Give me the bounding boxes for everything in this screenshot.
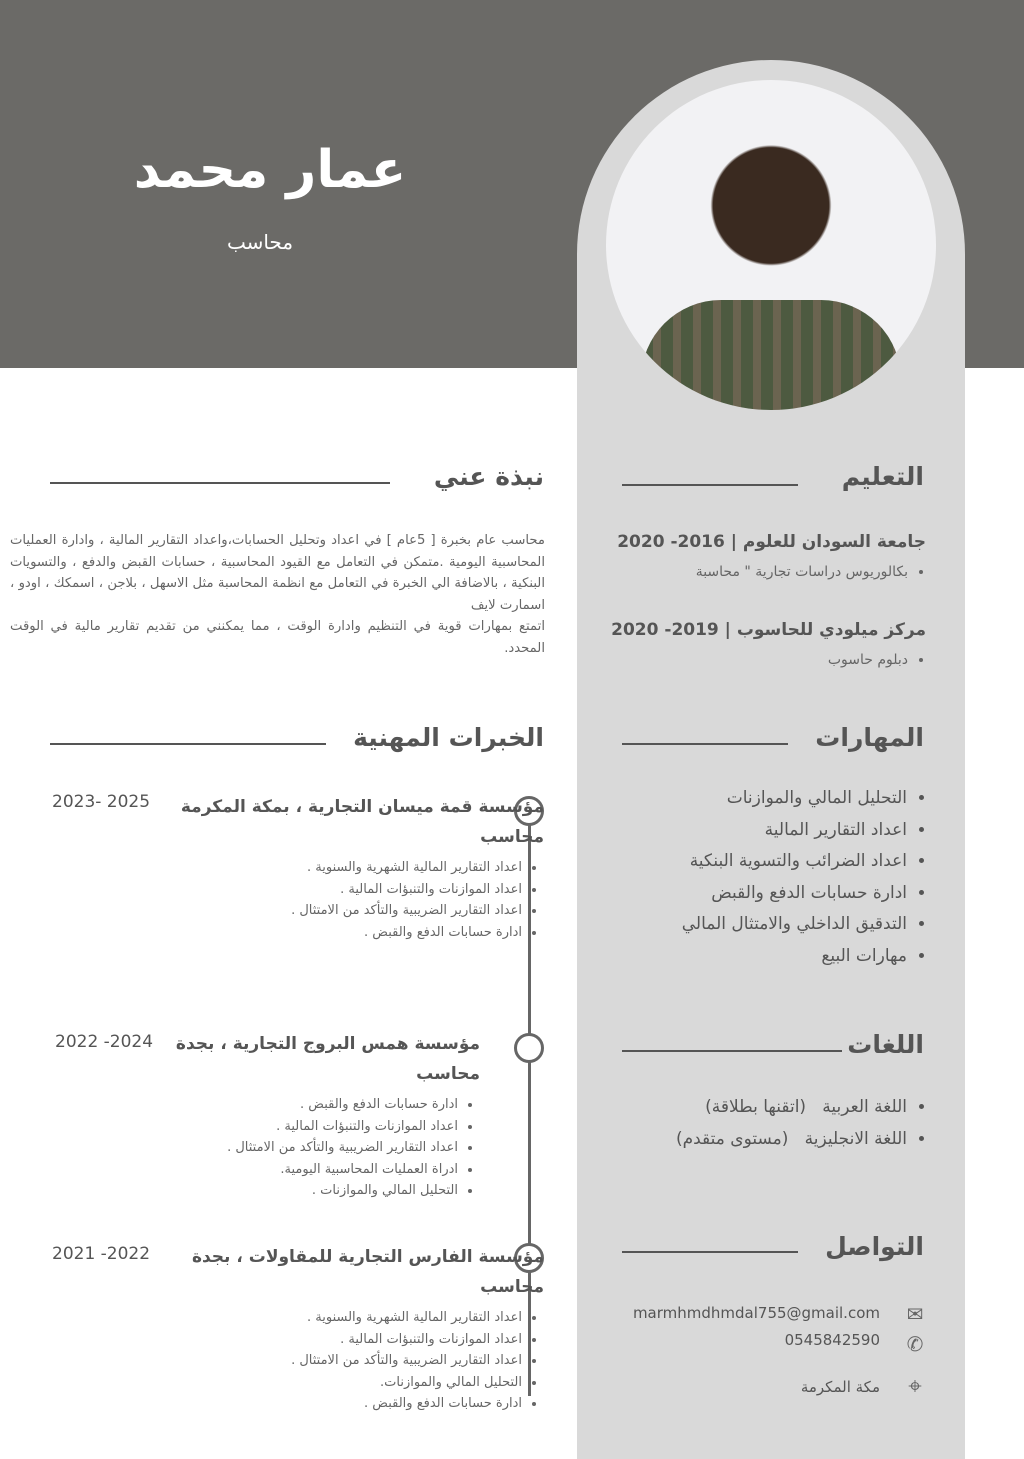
position: محاسب [480,1277,544,1297]
task: • ادارة حسابات الدفع والقبض . [124,922,522,944]
about-text [10,530,545,659]
years: 2016- 2020 [617,532,725,552]
contact-title: التواصل [825,1232,924,1261]
languages-list [676,1097,929,1160]
task: • اعداد الموازنات والتنبؤات المالية . [124,879,522,901]
skill-item: • مهارات البيع [682,946,907,978]
task: • التحليل المالي والموازنات. [124,1372,522,1394]
task: • التحليل المالي والموازنات . [60,1180,458,1202]
language-name: اللغة الانجليزية [804,1128,907,1149]
person-name: عمار محمد [133,140,407,200]
job-dates: 2021 -2022 [52,1244,151,1264]
about-title: نبذة عني [433,462,544,491]
job-entry [124,797,544,943]
divider [622,743,788,745]
company-name: مؤسسة همس البروج التجارية ، بجدة [175,1034,480,1054]
languages-title: اللغات [847,1030,924,1059]
skills-title: المهارات [815,723,924,752]
location: مكة المكرمة [800,1378,880,1396]
language-item [676,1097,907,1129]
job-title: محاسب [226,230,294,254]
language-level: (مستوى متقدم) [675,1128,789,1149]
school-name: مركز ميلودي للحاسوب [736,620,926,640]
task: • ادراة العمليات المحاسبية اليومية. [60,1159,458,1181]
job-entry [60,1034,480,1202]
location-pin-icon: ⌖ [908,1372,922,1400]
divider [622,1251,798,1253]
about-paragraph: اتمتع بمهارات قوية في التنظيم وادارة الوقت ، مما يمكنني من تقديم تقارير مالية في الوقت المحدد. [10,619,545,656]
education-item: جامعة السودان للعلوم | 2016- 2020 • بكالوريوس دراسات تجارية " محاسبة [617,532,926,580]
job-dates: 2023- 2025 [52,792,151,812]
task: • اعداد التقارير الضريبية والتأكد من الامتثال . [124,1350,522,1372]
experience-title: الخبرات المهنية [353,723,544,752]
task: • اعداد الموازنات والتنبؤات المالية . [124,1329,522,1351]
company-name: مؤسسة الفارس التجارية للمقاولات ، بجدة [191,1247,544,1267]
about-paragraph: محاسب عام بخبرة [ 5عام ] في اعداد وتحليل الحسابات،واعداد التقارير المالية ، وادارة العمليات المحاسبية اليومية .متمكن في التعامل مع القيود المحاسبية ، حسابات القبض والدفع ، والتسويات البنكية ، بالاضافة الي الخبرة في التعامل مع انظمة المحاسبة مثل الاسهل ، بلاجن ، اسمكك ، اودو ، اسمارت لايف [10,533,545,613]
company-name: مؤسسة قمة ميسان التجارية ، بمكة المكرمة [180,797,544,817]
degree: • دبلوم حاسوب [611,652,908,668]
phone-number[interactable]: 0545842590 [784,1331,880,1349]
education-item: مركز ميلودي للحاسوب | 2019- 2020 • دبلوم حاسوب [611,620,926,668]
task: • اعداد التقارير المالية الشهرية والسنوية . [124,857,522,879]
degree: • بكالوريوس دراسات تجارية " محاسبة [617,564,908,580]
skill-item: • التحليل المالي والموازنات [682,788,907,820]
years: 2019- 2020 [611,620,719,640]
profile-photo [606,80,936,410]
task: • ادارة حسابات الدفع والقبض . [60,1094,458,1116]
task: • اعداد التقارير الضريبية والتأكد من الامتثال . [124,900,522,922]
language-level: (اتقنها بطلاقة) [705,1097,807,1117]
task: • ادارة حسابات الدفع والقبض . [124,1393,522,1415]
email-icon: ✉ [906,1302,924,1326]
position: محاسب [416,1064,480,1084]
skill-item: • اعداد الضرائب والتسوية البنكية [682,851,907,883]
skill-item: • ادارة حسابات الدفع والقبض [682,883,907,915]
divider [50,743,326,745]
school-name: جامعة السودان للعلوم [742,532,926,552]
education-title: التعليم [841,462,924,491]
language-item [676,1129,907,1161]
job-dates: 2022 -2024 [55,1032,154,1052]
job-entry [124,1247,544,1415]
task: • اعداد التقارير الضريبية والتأكد من الامتثال . [60,1137,458,1159]
task: • اعداد الموازنات والتنبؤات المالية . [60,1116,458,1138]
position: محاسب [480,827,544,847]
divider [622,1050,842,1052]
language-name: اللغة العربية [822,1097,907,1117]
divider [622,484,798,486]
skills-list [682,788,929,978]
task: • اعداد التقارير المالية الشهرية والسنوية . [124,1307,522,1329]
skill-item: • التدقيق الداخلي والامتثال المالي [682,914,907,946]
email-link[interactable]: marmhmdhmdal755@gmail.com [632,1304,880,1322]
divider [50,482,390,484]
phone-icon: ✆ [906,1332,924,1356]
skill-item: • اعداد التقارير المالية [682,820,907,852]
timeline-node [514,1033,544,1063]
